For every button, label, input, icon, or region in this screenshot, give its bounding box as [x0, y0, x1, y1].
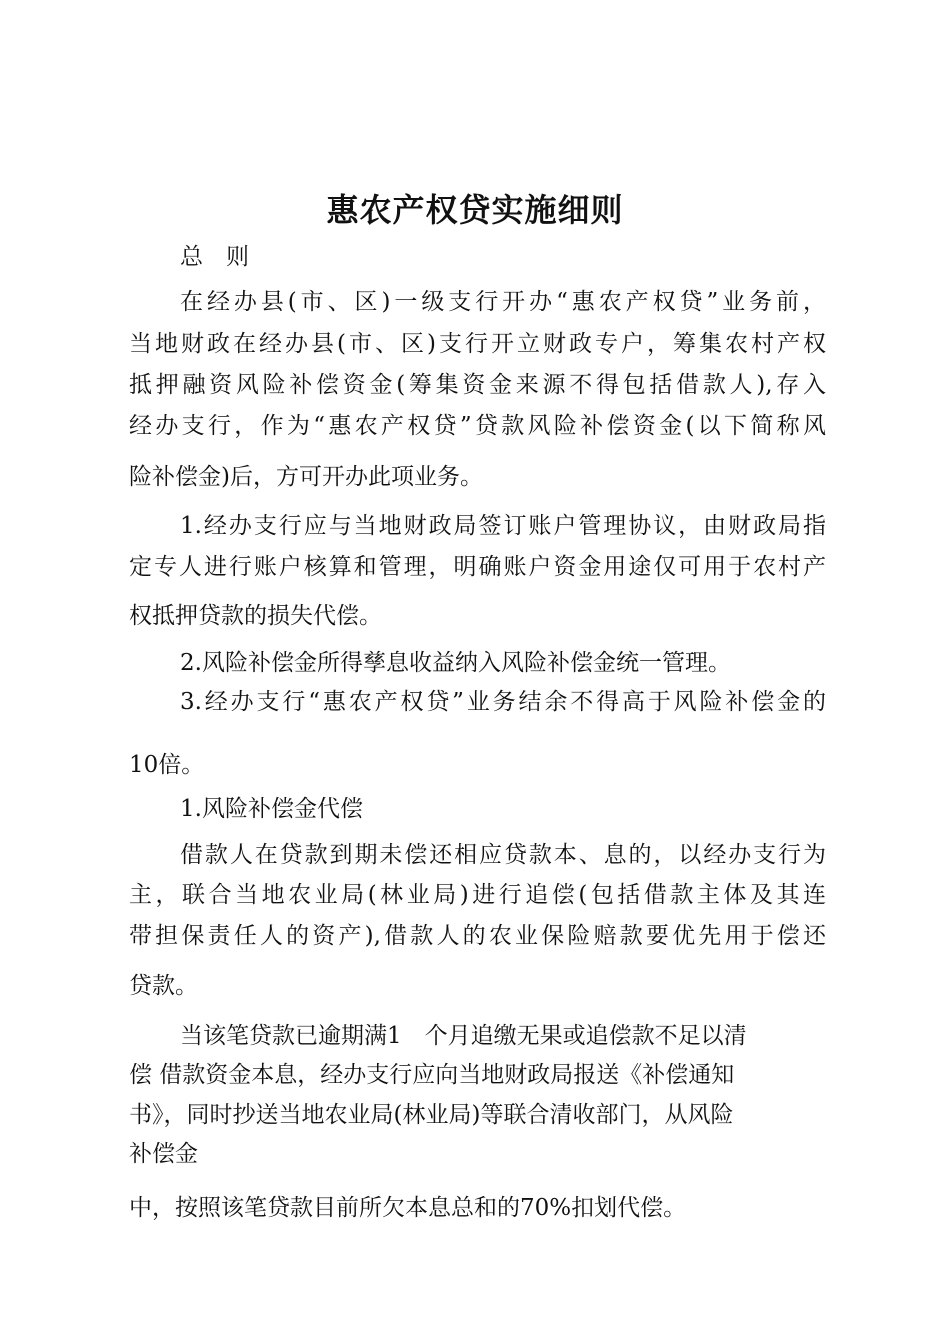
- paragraph-line: 补偿金: [129, 1141, 198, 1167]
- paragraph-line: 带担保责任人的资产),借款人的农业保险赔款要优先用于偿还: [129, 923, 826, 949]
- paragraph-line: 1.经办支行应与当地财政局签订账户管理协议，由财政局指: [180, 513, 826, 539]
- paragraph-line: 借款人在贷款到期未偿还相应贷款本、息的，以经办支行为: [180, 842, 826, 868]
- paragraph-line: 书》，同时抄送当地农业局(林业局)等联合清收部门，从风险: [129, 1102, 734, 1128]
- paragraph-line: 2.风险补偿金所得孳息收益纳入风险补偿金统一管理。: [180, 650, 731, 676]
- section-heading-general: 总 则: [180, 244, 249, 270]
- paragraph-line: 10倍。: [129, 752, 205, 778]
- paragraph-line: 当地财政在经办县(市、区)支行开立财政专户，筹集农村产权: [129, 331, 826, 357]
- paragraph-line: 偿 借款资金本息，经办支行应向当地财政局报送《补偿通知: [129, 1062, 735, 1088]
- paragraph-line: 抵押融资风险补偿资金(筹集资金来源不得包括借款人),存入: [129, 372, 826, 398]
- paragraph-line: 经办支行，作为“惠农产权贷”贷款风险补偿资金(以下简称风: [129, 413, 826, 439]
- document-title: 惠农产权贷实施细则: [326, 191, 624, 229]
- section-heading-compensation: 1.风险补偿金代偿: [180, 796, 363, 822]
- paragraph-line: 在经办县(市、区)一级支行开办“惠农产权贷”业务前，: [180, 289, 826, 315]
- paragraph-line: 3.经办支行“惠农产权贷”业务结余不得高于风险补偿金的: [180, 689, 826, 715]
- paragraph-line: 贷款。: [129, 973, 198, 999]
- paragraph-line: 定专人进行账户核算和管理，明确账户资金用途仅可用于农村产: [129, 554, 826, 580]
- paragraph-line: 中，按照该笔贷款目前所欠本息总和的70%扣划代偿。: [129, 1195, 687, 1221]
- paragraph-line: 险补偿金)后，方可开办此项业务。: [129, 464, 483, 490]
- paragraph-line: 当该笔贷款已逾期满1 个月追缴无果或追偿款不足以清: [180, 1023, 747, 1049]
- paragraph-line: 权抵押贷款的损失代偿。: [129, 603, 382, 629]
- paragraph-line: 主，联合当地农业局(林业局)进行追偿(包括借款主体及其连: [129, 882, 826, 908]
